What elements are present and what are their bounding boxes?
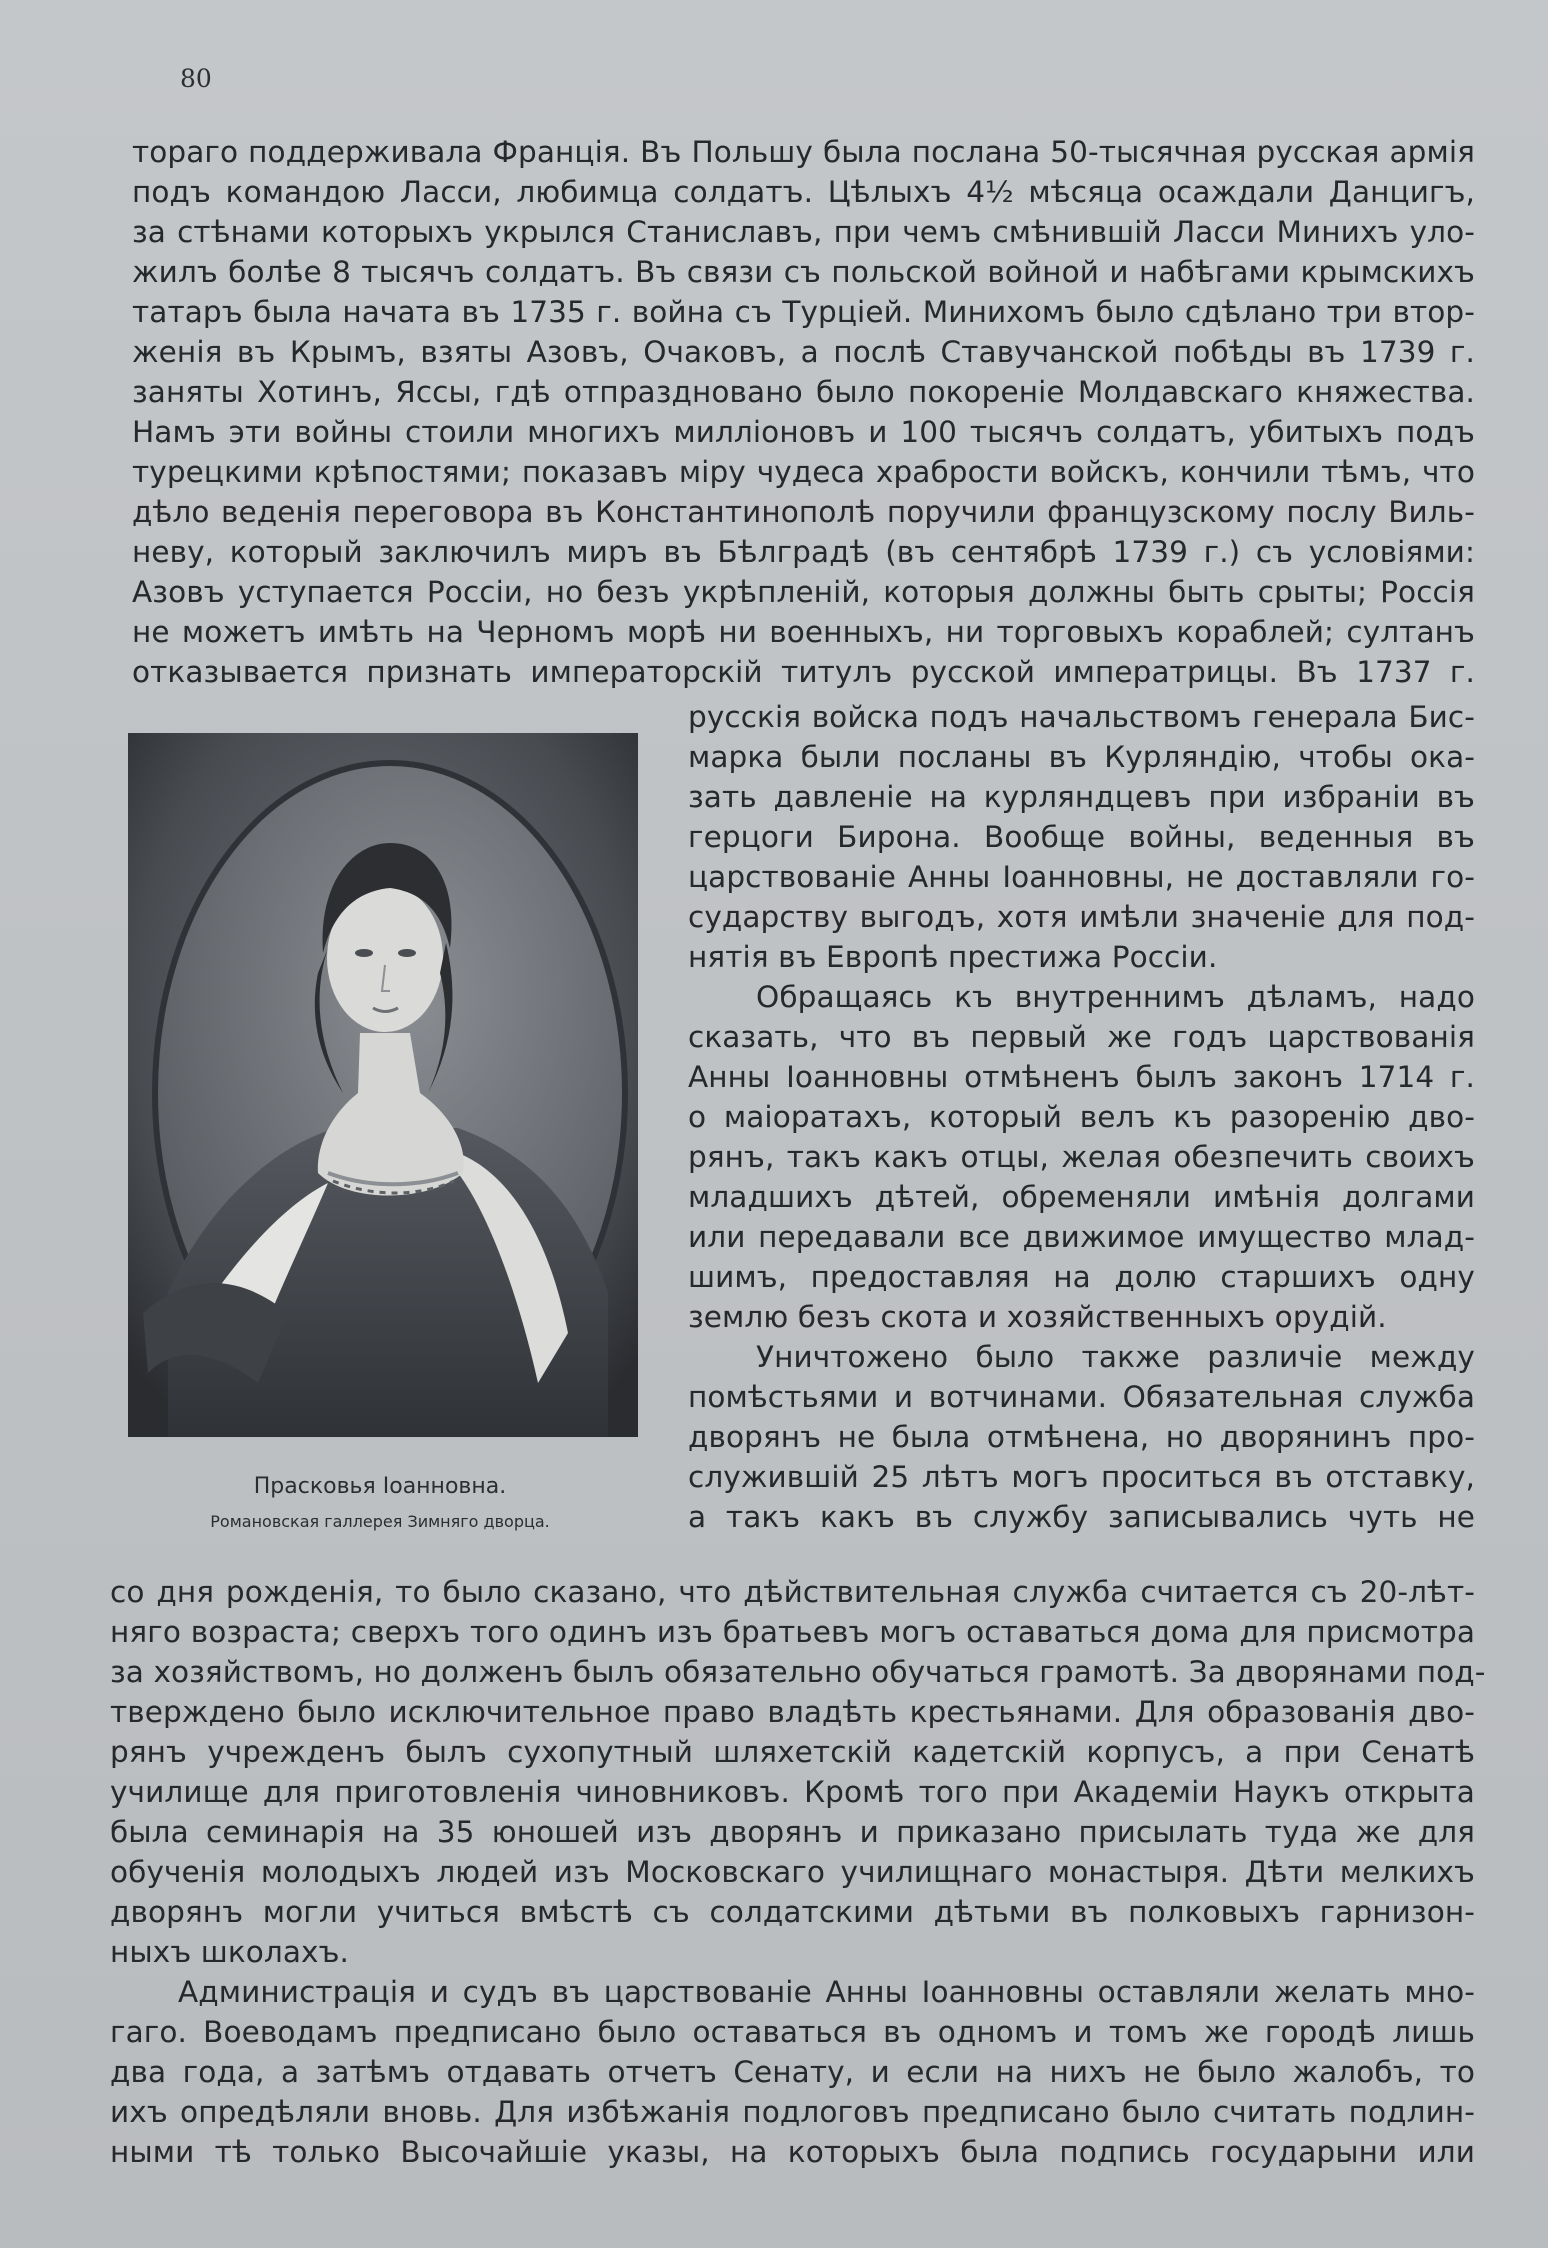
text-line: русскія войска подъ начальствомъ генерала Бис-	[688, 700, 1475, 734]
text-line: два года, а затѣмъ отдавать отчетъ Сенату, и если на нихъ не было жалобъ, то	[110, 2055, 1475, 2089]
text-line: со дня рожденія, то было сказано, что дѣйствительная служба считается съ 20-лѣт-	[110, 1575, 1475, 1609]
figure-caption-title: Прасковья Іоанновна.	[253, 1474, 507, 1499]
text-line: была семинарія на 35 юношей изъ дворянъ и приказано присылать туда же для	[110, 1815, 1475, 1849]
text-line: сударству выгодъ, хотя имѣли значеніе для под-	[688, 900, 1475, 934]
portrait-plate	[128, 733, 638, 1437]
text-line: рянъ учрежденъ былъ сухопутный шляхетскій кадетскій корпусъ, а при Сенатѣ	[110, 1735, 1475, 1769]
text-line: Анны Іоанновны отмѣненъ былъ законъ 1714 г.	[688, 1060, 1475, 1094]
text-line: заняты Хотинъ, Яссы, гдѣ отпраздновано было покореніе Молдавскаго княжества.	[132, 375, 1475, 409]
text-line: дворянъ не была отмѣнена, но дворянинъ про-	[688, 1420, 1475, 1454]
text-line: зать давленіе на курляндцевъ при избраніи въ	[688, 780, 1475, 814]
text-line: рянъ, такъ какъ отцы, желая обезпечить своихъ	[688, 1140, 1475, 1174]
text-line: сказать, что въ первый же годъ царствованія	[688, 1020, 1475, 1054]
text-line: младшихъ дѣтей, обременяли имѣнія долгами	[688, 1180, 1475, 1214]
text-line: няго возраста; сверхъ того одинъ изъ братьевъ могъ оставаться дома для присмотра	[110, 1615, 1475, 1649]
text-line: ихъ опредѣляли вновь. Для избѣжанія подлоговъ предписано было считать подлин-	[110, 2095, 1475, 2129]
text-line: о маіоратахъ, который велъ къ разоренію дво-	[688, 1100, 1475, 1134]
text-line: за стѣнами которыхъ укрылся Станиславъ, при чемъ смѣнившій Ласси Минихъ уло-	[132, 215, 1475, 249]
text-line: жилъ болѣе 8 тысячъ солдатъ. Въ связи съ польской войной и набѣгами крымскихъ	[132, 255, 1475, 289]
paragraph-start-line: Обращаясь къ внутреннимъ дѣламъ, надо	[756, 980, 1475, 1014]
text-line: марка были посланы въ Курляндію, чтобы ока-	[688, 740, 1475, 774]
portrait-image	[128, 733, 638, 1437]
text-line: неву, который заключилъ миръ въ Бѣлградѣ (въ сентябрѣ 1739 г.) съ условіями:	[132, 535, 1475, 569]
text-line: обученія молодыхъ людей изъ Московскаго училищнаго монастыря. Дѣти мелкихъ	[110, 1855, 1475, 1889]
text-line: герцоги Бирона. Вообще войны, веденныя въ	[688, 820, 1475, 854]
text-line: женія въ Крымъ, взяты Азовъ, Очаковъ, а послѣ Ставучанской побѣды въ 1739 г.	[132, 335, 1475, 369]
paragraph-start-line: Уничтожено было также различіе между	[756, 1340, 1475, 1374]
text-line: гаго. Воеводамъ предписано было оставаться въ одномъ и томъ же городѣ лишь	[110, 2015, 1475, 2049]
page-number: 80	[180, 64, 212, 93]
text-line: царствованіе Анны Іоанновны, не доставляли го-	[688, 860, 1475, 894]
text-line: не можетъ имѣть на Черномъ морѣ ни военныхъ, ни торговыхъ кораблей; султанъ	[132, 615, 1475, 649]
text-line: помѣстьями и вотчинами. Обязательная служба	[688, 1380, 1475, 1414]
text-line: землю безъ скота и хозяйственныхъ орудій.	[688, 1300, 1387, 1334]
body-text-side	[688, 697, 1475, 1537]
figure-caption-source: Романовская галлерея Зимняго дворца.	[210, 1512, 550, 1531]
text-line: тверждено было исключительное право владѣть крестьянами. Для образованія дво-	[110, 1695, 1475, 1729]
text-line: училище для приготовленія чиновниковъ. Кромѣ того при Академіи Наукъ открыта	[110, 1775, 1475, 1809]
text-line: а такъ какъ въ службу записывались чуть не	[688, 1500, 1475, 1534]
body-text-bottom	[110, 1572, 1486, 2172]
text-line: дворянъ могли учиться вмѣстѣ съ солдатскими дѣтьми въ полковыхъ гарнизон-	[110, 1895, 1475, 1929]
text-line: Азовъ уступается Россіи, но безъ укрѣпленій, которыя должны быть срыты; Россія	[132, 575, 1475, 609]
text-line: шимъ, предоставляя на долю старшихъ одну	[688, 1260, 1475, 1294]
text-line: за хозяйствомъ, но долженъ былъ обязательно обучаться грамотѣ. За дворянами под-	[110, 1655, 1486, 1689]
text-line: дѣло веденія переговора въ Константинополѣ поручили французскому послу Виль-	[132, 495, 1475, 529]
text-line: татаръ была начата въ 1735 г. война съ Турціей. Минихомъ было сдѣлано три втор-	[132, 295, 1475, 329]
text-line: служившій 25 лѣтъ могъ проситься въ отставку,	[688, 1460, 1475, 1494]
text-line: Намъ эти войны стоили многихъ милліоновъ и 100 тысячъ солдатъ, убитыхъ подъ	[132, 415, 1475, 449]
text-line: турецкими крѣпостями; показавъ міру чудеса храбрости войскъ, кончили тѣмъ, что	[132, 455, 1475, 489]
body-text-top	[132, 132, 1475, 692]
paragraph-start-line: Администрація и судъ въ царствованіе Анны Іоанновны оставляли желать мно-	[178, 1975, 1475, 2009]
text-line: ными тѣ только Высочайшіе указы, на которыхъ была подпись государыни или	[110, 2135, 1475, 2169]
text-line: подъ командою Ласси, любимца солдатъ. Цѣлыхъ 4½ мѣсяца осаждали Данцигъ,	[132, 175, 1475, 209]
text-line: или передавали все движимое имущество млад-	[688, 1220, 1475, 1254]
text-line: отказывается признать императорскій титулъ русской императрицы. Въ 1737 г.	[132, 655, 1475, 689]
text-line: тораго поддерживала Франція. Въ Польшу была послана 50-тысячная русская армія	[132, 135, 1475, 169]
text-line: нятія въ Европѣ престижа Россіи.	[688, 940, 1218, 974]
text-line: ныхъ школахъ.	[110, 1935, 350, 1969]
